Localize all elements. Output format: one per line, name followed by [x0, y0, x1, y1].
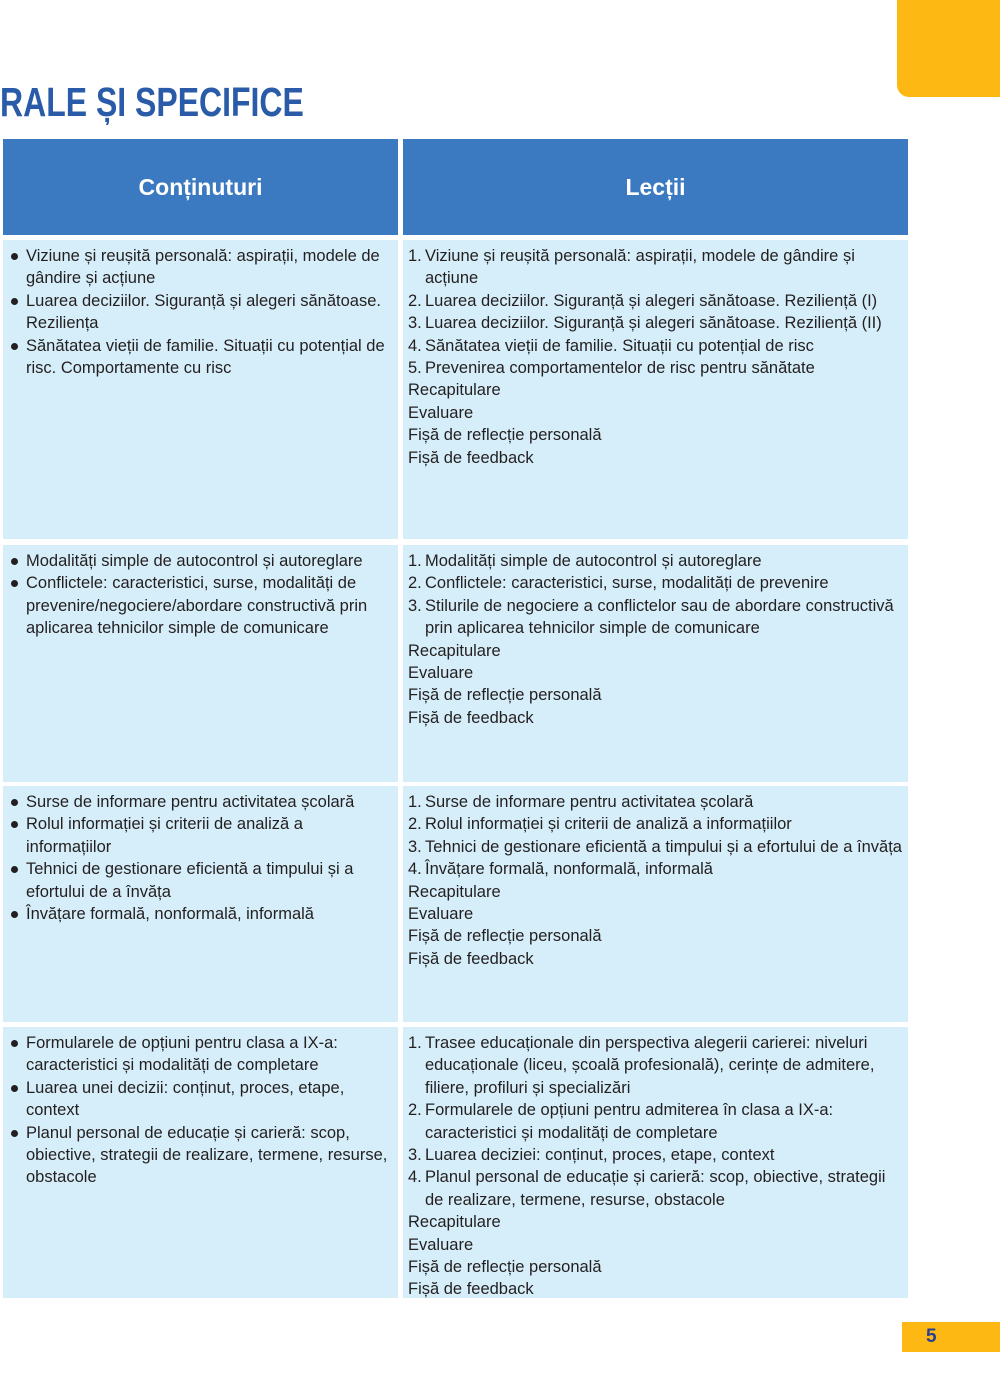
lessons-list: [408, 791, 902, 970]
lesson-item: [408, 836, 902, 858]
lesson-text: Rolul informației și criterii de analiză a informațiilor: [425, 815, 792, 834]
lesson-number: 4.: [408, 860, 422, 879]
page-number: 5: [902, 1322, 1000, 1352]
lesson-fisa-reflectie: Fișă de reflecție personală: [408, 686, 602, 705]
lesson-item: [408, 335, 902, 357]
content-cell-row-1: [3, 240, 398, 539]
lesson-text: Stilurile de negociere a conflictelor sau de abordare constructivă prin aplicarea tehnicilor simple de comunicare: [425, 596, 894, 638]
lesson-item: [408, 245, 902, 290]
content-item: Conflictele: caracteristici, surse, modalități de prevenire/negociere/abordare constructivă prin aplicarea tehnicilor simple de comunicare: [10, 572, 392, 639]
lesson-fisa-reflectie: Fișă de reflecție personală: [408, 1258, 602, 1277]
lesson-text: Prevenirea comportamentelor de risc pentru sănătate: [425, 359, 815, 378]
lesson-text: Planul personal de educație și carieră: scop, obiective, strategii de realizare, termene, resurse, obstacole: [425, 1168, 886, 1209]
lesson-number: 2.: [408, 815, 422, 834]
content-item: Modalități simple de autocontrol și autoreglare: [10, 550, 392, 572]
lesson-number: 2.: [408, 291, 422, 310]
lesson-text: Luarea deciziilor. Siguranță și alegeri sănătoase. Reziliență (I): [425, 291, 878, 310]
lesson-fisa-feedback: Fișă de feedback: [408, 708, 534, 727]
content-list: [10, 1032, 392, 1189]
content-item: Planul personal de educație și carieră: scop, obiective, strategii de realizare, termene, resurse, obstacole: [10, 1122, 392, 1189]
lesson-evaluare: Evaluare: [408, 664, 474, 683]
lesson-recapitulare: Recapitulare: [408, 882, 501, 901]
content-cell-row-4: [3, 1027, 398, 1298]
lesson-recapitulare: Recapitulare: [408, 641, 501, 660]
lessons-list: [408, 245, 902, 469]
lesson-number: 1.: [408, 793, 422, 811]
content-item: Învățare formală, nonformală, informală: [10, 903, 392, 925]
lesson-fisa-feedback: Fișă de feedback: [408, 1280, 534, 1299]
content-cell-row-2: [3, 545, 398, 782]
lesson-number: 1.: [408, 1034, 422, 1052]
lesson-text: Formularele de opțiuni pentru admiterea în clasa a IX-a: caracteristici și modalități de completare: [425, 1101, 834, 1142]
page-title: RALE ȘI SPECIFICE: [0, 79, 304, 125]
lesson-item: [408, 290, 902, 312]
lesson-item: [408, 550, 902, 572]
content-item: Luarea unei decizii: conținut, proces, etape, context: [10, 1077, 392, 1122]
lesson-item: [408, 813, 902, 835]
lesson-text: Sănătatea vieții de familie. Situații cu potențial de risc: [425, 336, 814, 355]
lesson-item: [408, 595, 902, 640]
lesson-text: Modalități simple de autocontrol și autoreglare: [425, 552, 762, 570]
lesson-item: [408, 572, 902, 594]
content-item: Surse de informare pentru activitatea școlară: [10, 791, 392, 813]
lesson-number: 3.: [408, 314, 422, 333]
lesson-fisa-feedback: Fișă de feedback: [408, 448, 534, 467]
content-item: Formularele de opțiuni pentru clasa a IX-a: caracteristici și modalități de completare: [10, 1032, 392, 1077]
lesson-fisa-reflectie: Fișă de reflecție personală: [408, 927, 602, 946]
content-cell-row-3: [3, 786, 398, 1022]
lesson-recapitulare: Recapitulare: [408, 1213, 501, 1232]
header-continuturi: Conținuturi: [3, 139, 398, 235]
lesson-number: 1.: [408, 552, 422, 570]
content-item: Luarea deciziilor. Siguranță și alegeri sănătoase. Reziliența: [10, 290, 392, 335]
lesson-item: [408, 858, 902, 880]
lesson-text: Luarea deciziilor. Siguranță și alegeri sănătoase. Reziliență (II): [425, 314, 882, 333]
lessons-cell-row-3: [403, 786, 908, 1022]
lesson-text: Învățare formală, nonformală, informală: [425, 860, 713, 879]
lesson-item: [408, 1099, 902, 1144]
lesson-item: [408, 1166, 902, 1211]
lesson-item: [408, 791, 902, 813]
content-list: [10, 550, 392, 640]
lessons-list: [408, 550, 902, 729]
content-item: Viziune și reușită personală: aspirații, modele de gândire și acțiune: [10, 245, 392, 290]
content-item: Tehnici de gestionare eficientă a timpului și a efortului de a învăța: [10, 858, 392, 903]
lessons-list: [408, 1032, 902, 1301]
lesson-number: 5.: [408, 359, 422, 378]
lesson-number: 4.: [408, 336, 422, 355]
lesson-text: Trasee educaționale din perspectiva alegerii carierei: niveluri educaționale (liceu, școală profesională), cerințe de admitere, filiere, profiluri și specializări: [425, 1034, 875, 1097]
lesson-evaluare: Evaluare: [408, 905, 474, 924]
lesson-item: [408, 357, 902, 379]
lesson-item: [408, 312, 902, 334]
lesson-number: 2.: [408, 1101, 422, 1120]
content-item: Sănătatea vieții de familie. Situații cu potențial de risc. Comportamente cu risc: [10, 335, 392, 380]
content-item: Rolul informației și criterii de analiză a informațiilor: [10, 813, 392, 858]
header-lectii: Lecții: [403, 139, 908, 235]
corner-tab-decoration: [897, 0, 1000, 97]
lesson-number: 1.: [408, 247, 422, 265]
lesson-recapitulare: Recapitulare: [408, 381, 501, 400]
lesson-number: 3.: [408, 596, 422, 615]
lessons-cell-row-1: [403, 240, 908, 539]
lesson-evaluare: Evaluare: [408, 403, 474, 422]
content-list: [10, 245, 392, 379]
content-list: [10, 791, 392, 925]
lessons-cell-row-2: [403, 545, 908, 782]
lesson-evaluare: Evaluare: [408, 1235, 474, 1254]
lesson-text: Tehnici de gestionare eficientă a timpului și a efortului de a învăța: [425, 837, 902, 856]
lesson-number: 3.: [408, 837, 422, 856]
lesson-text: Viziune și reușită personală: aspirații, modele de gândire și acțiune: [425, 247, 855, 288]
lesson-fisa-reflectie: Fișă de reflecție personală: [408, 426, 602, 445]
lesson-text: Luarea deciziei: conținut, proces, etape, context: [425, 1146, 775, 1165]
lesson-item: [408, 1032, 902, 1099]
lesson-text: Surse de informare pentru activitatea școlară: [425, 793, 754, 811]
lesson-item: [408, 1144, 902, 1166]
lesson-fisa-feedback: Fișă de feedback: [408, 949, 534, 968]
lesson-number: 3.: [408, 1146, 422, 1165]
lesson-text: Conflictele: caracteristici, surse, modalități de prevenire: [425, 574, 829, 593]
lessons-cell-row-4: [403, 1027, 908, 1298]
lesson-number: 2.: [408, 574, 422, 593]
lesson-number: 4.: [408, 1168, 422, 1187]
